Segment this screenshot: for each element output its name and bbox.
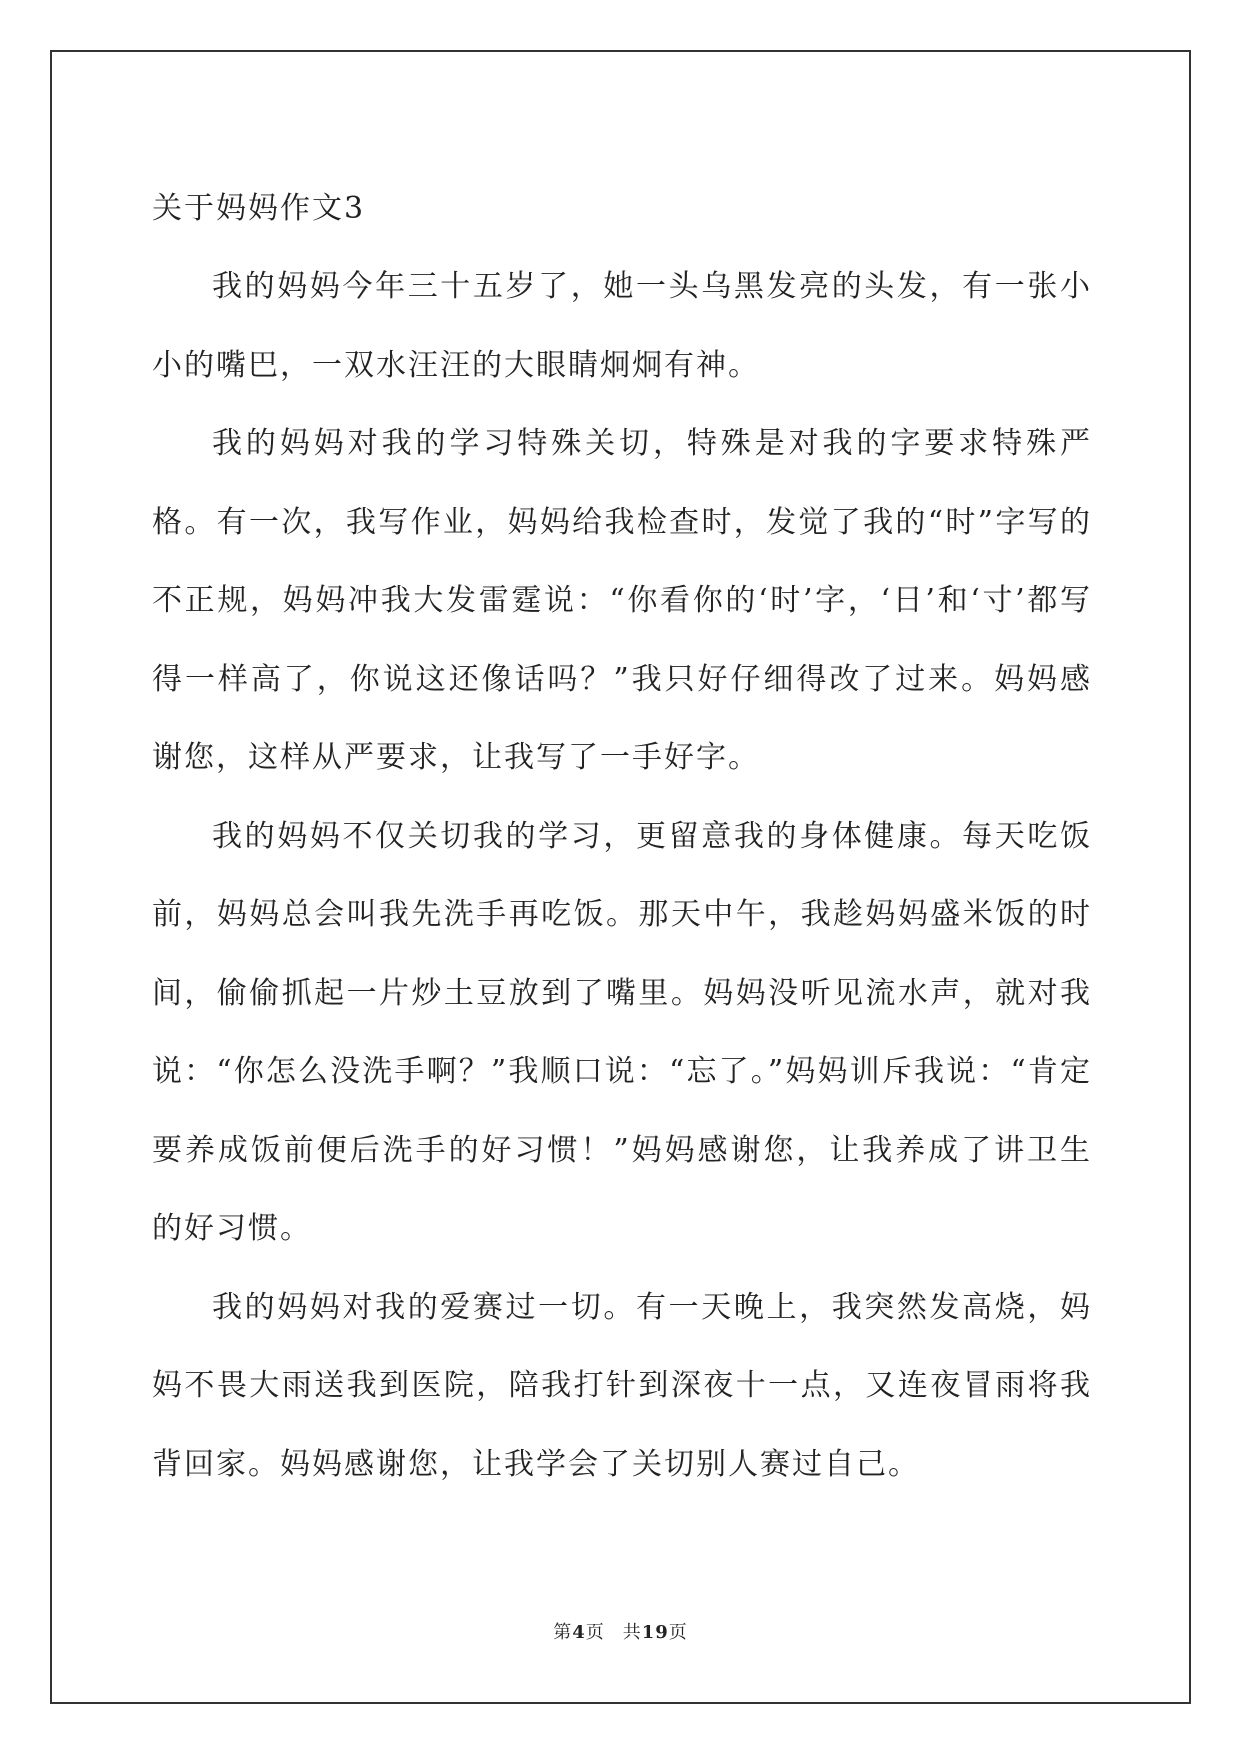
footer-total-prefix: 共	[622, 1622, 642, 1643]
footer-total-suffix: 页	[668, 1622, 688, 1643]
document-title: 关于妈妈作文3	[152, 191, 366, 226]
document-body	[152, 170, 1092, 1504]
paragraph-2: 我的妈妈对我的学习特殊关切，特殊是对我的字要求特殊严格。有一次，我写作业，妈妈给我检查时，发觉了我的“时”字写的不正规，妈妈冲我大发雷霆说：“你看你的‘时’字，‘日’和‘寸’都写得一样高了，你说这还像话吗？”我只好仔细得改了过来。妈妈感谢您，这样从严要求，让我写了一手好字。	[152, 426, 1092, 775]
paragraph-1: 我的妈妈今年三十五岁了，她一头乌黑发亮的头发，有一张小小的嘴巴，一双水汪汪的大眼睛炯炯有神。	[152, 269, 1092, 383]
paragraph-3: 我的妈妈不仅关切我的学习，更留意我的身体健康。每天吃饭前，妈妈总会叫我先洗手再吃饭。那天中午，我趁妈妈盛米饭的时间，偷偷抓起一片炒土豆放到了嘴里。妈妈没听见流水声，就对我说：“你怎么没洗手啊？”我顺口说：“忘了。”妈妈训斥我说：“肯定要养成饭前便后洗手的好习惯！”妈妈感谢您，让我养成了讲卫生的好习惯。	[152, 818, 1092, 1246]
footer-prefix: 第	[553, 1622, 573, 1643]
current-page-number: 4	[572, 1622, 586, 1643]
page-footer	[0, 1618, 1241, 1644]
paragraph-4: 我的妈妈对我的爱赛过一切。有一天晚上，我突然发高烧，妈妈不畏大雨送我到医院，陪我打针到深夜十一点，又连夜冒雨将我背回家。妈妈感谢您，让我学会了关切别人赛过自己。	[152, 1289, 1092, 1482]
total-pages-number: 19	[641, 1622, 669, 1643]
footer-page-suffix: 页	[585, 1622, 605, 1643]
